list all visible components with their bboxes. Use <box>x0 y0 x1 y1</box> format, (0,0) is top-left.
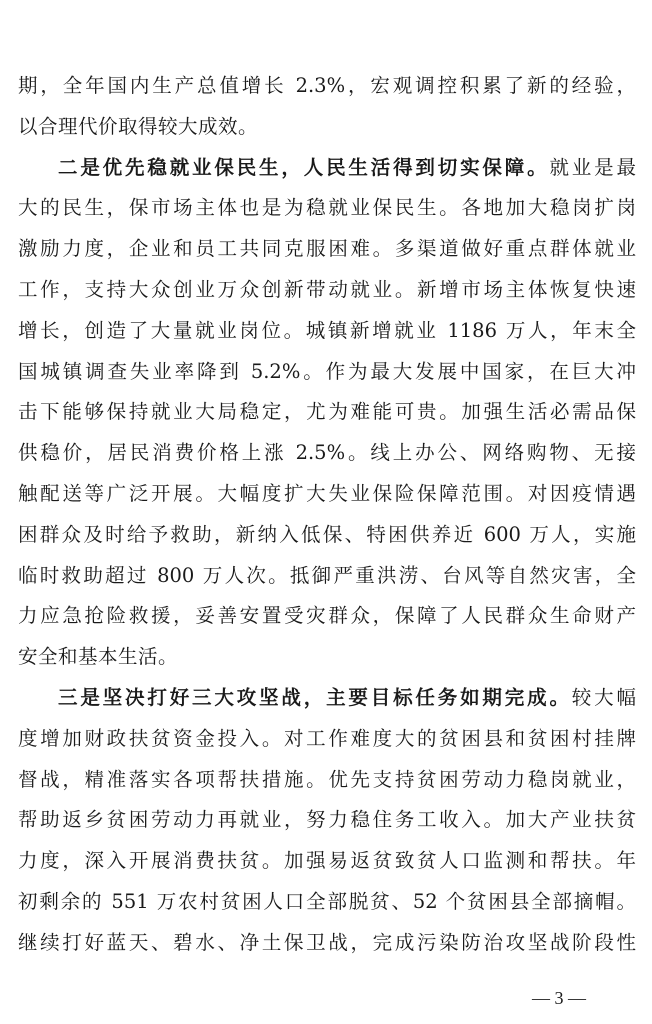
paragraph-2 <box>18 148 636 678</box>
text-line: 初剩余的 551 万农村贫困人口全部脱贫、52 个贫困县全部摘帽。 <box>18 889 636 913</box>
text-line <box>18 148 636 189</box>
text-line: 击下能够保持就业大局稳定，尤为难能可贵。加强生活必需品保 <box>18 400 636 424</box>
text-line: 供稳价，居民消费价格上涨 2.5%。线上办公、网络购物、无接 <box>18 441 636 465</box>
paragraph-lead: 二是优先稳就业保民生，人民生活得到切实保障。 <box>58 155 550 179</box>
paragraph-lead: 三是坚决打好三大攻坚战，主要目标任务如期完成。 <box>58 685 572 709</box>
page-number: — 3 — <box>532 988 586 1008</box>
text-span: 较大幅 <box>571 685 636 709</box>
text-line: 增长，创造了大量就业岗位。城镇新增就业 1186 万人，年末全 <box>18 318 636 342</box>
text-line: 以合理代价取得较大成效。 <box>18 114 259 138</box>
text-line: 力应急抢险救援，妥善安置受灾群众，保障了人民群众生命财产 <box>18 604 636 628</box>
text-line: 国城镇调查失业率降到 5.2%。作为最大发展中国家，在巨大冲 <box>18 359 636 383</box>
paragraph-1 <box>18 66 636 148</box>
text-line: 触配送等广泛开展。大幅度扩大失业保险保障范围。对因疫情遇 <box>18 481 636 505</box>
text-line: 督战，精准落实各项帮扶措施。优先支持贫困劳动力稳岗就业， <box>18 767 636 791</box>
text-line: 临时救助超过 800 万人次。抵御严重洪涝、台风等自然灾害，全 <box>18 563 636 587</box>
text-line: 帮助返乡贫困劳动力再就业，努力稳住务工收入。加大产业扶贫 <box>18 808 636 832</box>
text-line: 激励力度，企业和员工共同克服困难。多渠道做好重点群体就业 <box>18 237 636 261</box>
text-line: 力度，深入开展消费扶贫。加强易返贫致贫人口监测和帮扶。年 <box>18 849 636 873</box>
text-line: 大的民生，保市场主体也是为稳就业保民生。各地加大稳岗扩岗 <box>18 196 636 220</box>
paragraph-3 <box>18 678 636 964</box>
text-line: 继续打好蓝天、碧水、净土保卫战，完成污染防治攻坚战阶段性 <box>18 930 636 954</box>
text-line: 安全和基本生活。 <box>18 645 179 669</box>
text-line: 度增加财政扶贫资金投入。对工作难度大的贫困县和贫困村挂牌 <box>18 726 636 750</box>
text-line <box>18 678 636 719</box>
text-line: 困群众及时给予救助，新纳入低保、特困供养近 600 万人，实施 <box>18 522 636 546</box>
document-page <box>18 66 636 964</box>
text-line: 工作，支持大众创业万众创新带动就业。新增市场主体恢复快速 <box>18 277 636 301</box>
text-line: 期，全年国内生产总值增长 2.3%，宏观调控积累了新的经验， <box>18 74 636 97</box>
text-span: 就业是最 <box>549 155 636 179</box>
